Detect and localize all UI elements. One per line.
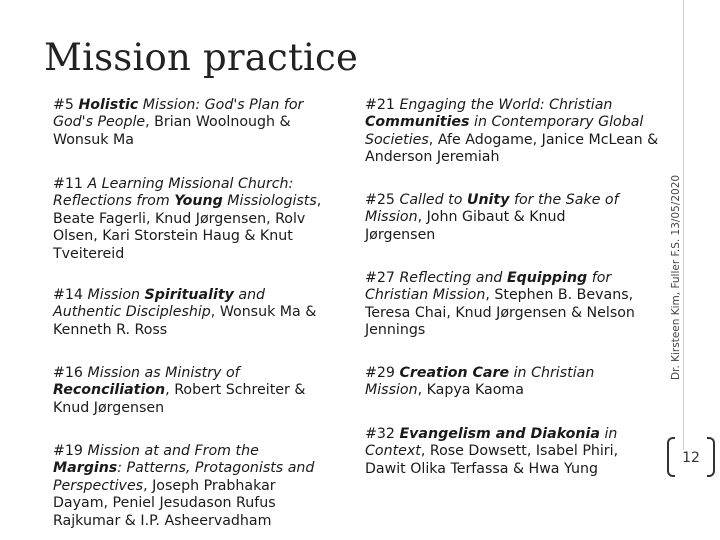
item-title-text: in Contemporary Global Societies xyxy=(365,114,644,148)
item-text: , Joseph Prabhakar Dayam, Peniel Jesudason Rufus Rajkumar & I.P. Asheervadham xyxy=(53,477,276,529)
item-title-text: Mission: God's Plan for God's People xyxy=(53,97,304,131)
right-bracket-icon xyxy=(707,437,715,477)
item-keyword: Holistic xyxy=(78,97,139,113)
item-title-text: Missiologists xyxy=(222,193,317,210)
item-keyword: Margins xyxy=(53,460,118,477)
item-keyword: Equipping xyxy=(506,270,588,286)
item-title-text: Engaging the World: Christian xyxy=(399,97,613,113)
item-text: , Brian Woolnough & Wonsuk Ma xyxy=(53,114,291,148)
item-text: #25 xyxy=(365,192,400,208)
slide-title: Mission practice xyxy=(44,36,359,79)
publication-item xyxy=(365,97,660,167)
item-title-text: in Christian Mission xyxy=(365,365,595,399)
item-title-text: for the Sake of Mission xyxy=(365,192,619,226)
item-text: #21 xyxy=(365,97,400,113)
item-keyword: Reconciliation xyxy=(53,382,166,399)
item-text: , Wonsuk Ma & Kenneth R. Ross xyxy=(53,304,317,338)
item-title-text: Mission as Ministry of xyxy=(87,365,240,381)
publication-item xyxy=(53,97,315,149)
item-text: #11 xyxy=(53,176,88,192)
footer-author-date-text: Dr. Kirsteen Kim, Fuller F.S. 13/05/2020 xyxy=(670,174,682,380)
item-title-text: Reflecting and xyxy=(399,270,507,286)
item-text: , Afe Adogame, Janice McLean & Anderson Jeremiah xyxy=(365,131,659,166)
item-title-text: in Context xyxy=(365,426,618,460)
item-keyword: Young xyxy=(174,193,223,210)
publication-item xyxy=(53,176,331,263)
item-text: , Beate Fagerli, Knud Jørgensen, Rolv Olsen, Kari Storstein Haug & Knut Tveitereid xyxy=(53,193,322,262)
item-title-text: Mission at and From the xyxy=(87,443,259,459)
item-title-text: A Learning Missional Church: Reflections from xyxy=(53,176,294,210)
item-text: , John Gibaut & Knud Jørgensen xyxy=(365,209,566,243)
publication-item xyxy=(53,287,335,339)
item-text: , Stephen B. Bevans, Teresa Chai, Knud Jørgensen & Nelson Jennings xyxy=(365,287,635,339)
vertical-divider xyxy=(683,0,684,450)
item-title-text: Called to xyxy=(399,192,467,208)
item-keyword: Creation Care xyxy=(399,365,510,381)
publication-item xyxy=(365,192,630,244)
publication-item xyxy=(53,443,328,530)
item-text: #27 xyxy=(365,270,400,286)
item-keyword: Evangelism and Diakonia xyxy=(399,426,600,442)
publication-item xyxy=(365,426,635,478)
item-text: #32 xyxy=(365,426,400,442)
page-number: 12 xyxy=(682,450,700,466)
item-text: #19 xyxy=(53,443,88,459)
item-text: , Robert Schreiter & Knud Jørgensen xyxy=(53,382,306,416)
item-text: #14 xyxy=(53,287,88,303)
item-text: #29 xyxy=(365,365,400,381)
item-text: , Kapya Kaoma xyxy=(417,382,524,399)
page-number-badge xyxy=(667,437,715,481)
item-keyword: Communities xyxy=(365,114,470,131)
item-text: #5 xyxy=(53,97,79,113)
item-text: #16 xyxy=(53,365,88,381)
publication-item xyxy=(53,365,318,417)
item-title-text: : Patterns, Protagonists and Perspectives xyxy=(53,460,315,494)
item-keyword: Unity xyxy=(466,192,510,208)
item-title-text: Mission xyxy=(87,287,145,303)
item-title-text: and Authentic Discipleship xyxy=(53,287,266,321)
item-text: , Rose Dowsett, Isabel Phiri, Dawit Olika Terfassa & Hwa Yung xyxy=(365,443,619,477)
item-keyword: Spirituality xyxy=(144,287,234,303)
item-title-text: for Christian Mission xyxy=(365,270,612,304)
publication-item xyxy=(365,270,650,340)
publication-item xyxy=(365,365,630,400)
